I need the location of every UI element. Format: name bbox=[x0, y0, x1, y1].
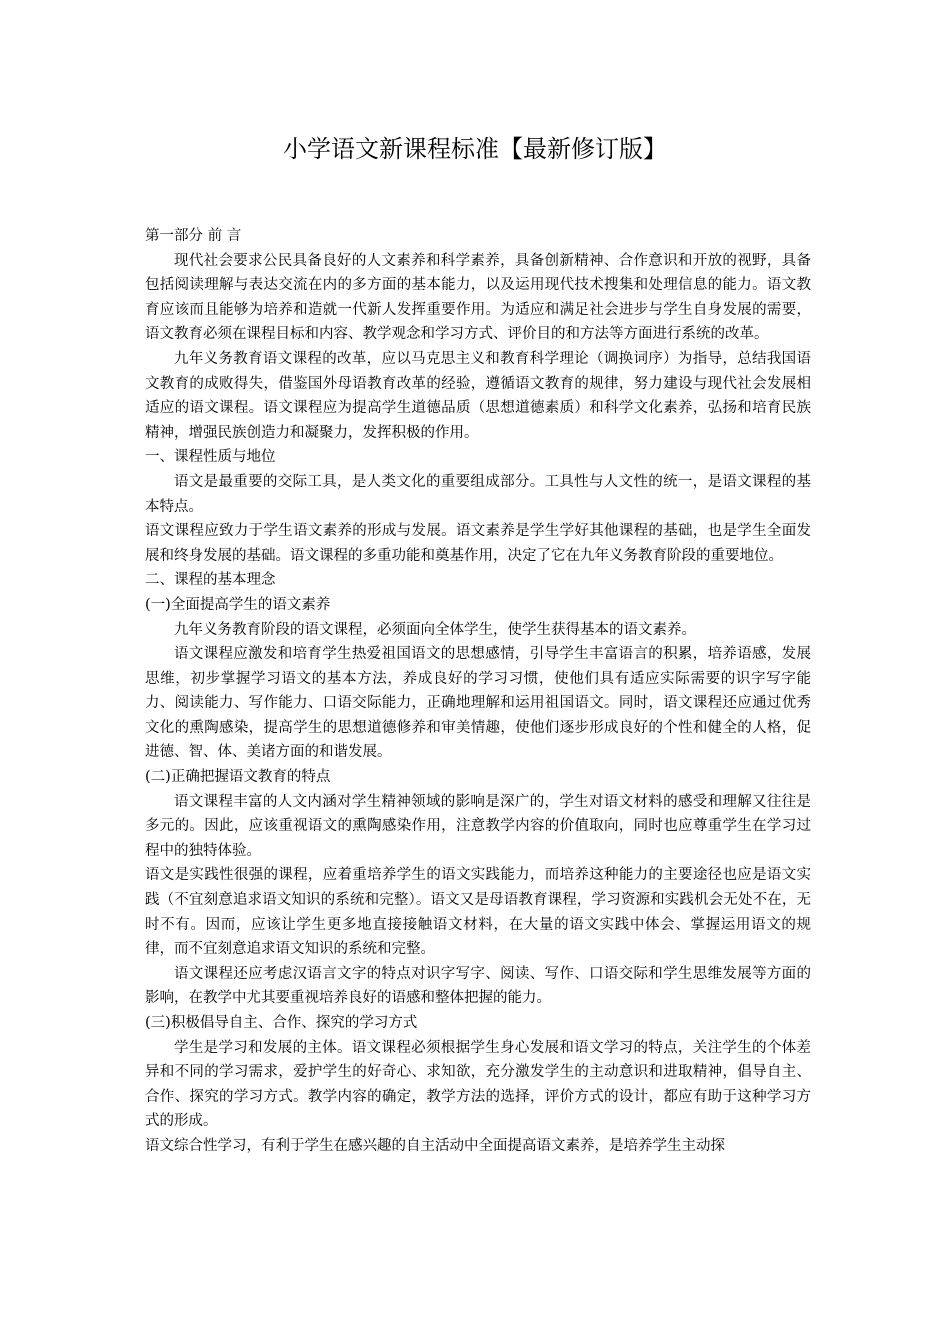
paragraph: 现代社会要求公民具备良好的人文素养和科学素养，具备创新精神、合作意识和开放的视野，具备包括阅读理解与表达交流在内的多方面的基本能力，以及运用现代技术搜集和处理信息的能力。语文教育应该而且能够为培养和造就一代新人发挥重要作用。为适应和满足社会进步与学生自身发展的需要，语文教育必须在课程目标和内容、教学观念和学习方式、评价目的和方法等方面进行系统的改革。 bbox=[145, 252, 811, 343]
paragraph: 语文课程应致力于学生语文素养的形成与发展。语文素养是学生学好其他课程的基础，也是学生全面发展和终身发展的基础。语文课程的多重功能和奠基作用，决定了它在九年义务教育阶段的重要地位。 bbox=[145, 523, 811, 564]
paragraph: 语文课程丰富的人文内涵对学生精神领域的影响是深广的，学生对语文材料的感受和理解又往往是多元的。因此，应该重视语文的熏陶感染作用，注意教学内容的价值取向，同时也应尊重学生在学习过程中的独特体验。 bbox=[145, 793, 811, 859]
paragraph: 语文是最重要的交际工具，是人类文化的重要组成部分。工具性与人文性的统一，是语文课程的基本特点。 bbox=[145, 473, 811, 515]
section-heading: 一、课程性质与地位 bbox=[145, 449, 276, 466]
paragraph: 语文综合性学习，有利于学生在感兴趣的自主活动中全面提高语文素养，是培养学生主动探 bbox=[145, 1137, 725, 1154]
paragraph: 语文课程应激发和培育学生热爱祖国语文的思想感情，引导学生丰富语言的积累，培养语感，发展思维，初步掌握学习语文的基本方法，养成良好的学习习惯，使他们具有适应实际需要的识字写字能力、阅读能力、写作能力、口语交际能力，正确地理解和运用祖国语文。同时，语文课程还应通过优秀文化的熏陶感染，提高学生的思想道德修养和审美情趣，使他们逐步形成良好的个性和健全的人格，促进德、智、体、美诸方面的和谐发展。 bbox=[145, 646, 811, 761]
subsection-heading: (三)积极倡导自主、合作、探究的学习方式 bbox=[145, 1015, 418, 1031]
subsection-heading: (一)全面提高学生的语文素养 bbox=[145, 596, 331, 613]
document-title: 小学语文新课程标准【最新修订版】 bbox=[283, 135, 667, 163]
paragraph: 学生是学习和发展的主体。语文课程必须根据学生身心发展和语文学习的特点，关注学生的个体差异和不同的学习需求，爱护学生的好奇心、求知欲，充分激发学生的主动意识和进取精神，倡导自主、合作、探究的学习方式。教学内容的确定，教学方法的选择，评价方式的设计，都应有助于这种学习方式的形成。 bbox=[145, 1039, 811, 1130]
subsection-heading: (二)正确把握语文教育的特点 bbox=[145, 769, 331, 786]
paragraph: 九年义务教育阶段的语文课程，必须面向全体学生，使学生获得基本的语文素养。 bbox=[174, 621, 696, 638]
paragraph: 语文课程还应考虑汉语言文字的特点对识字写字、阅读、写作、口语交际和学生思维发展等方面的影响，在教学中尤其要重视培养良好的语感和整体把握的能力。 bbox=[145, 965, 811, 1007]
section-heading: 二、课程的基本理念 bbox=[145, 572, 276, 589]
paragraph: 语文是实践性很强的课程，应着重培养学生的语文实践能力，而培养这种能力的主要途径也应是语文实践（不宜刻意追求语文知识的系统和完整）。语文又是母语教育课程，学习资源和实践机会无处不在，无时不有。因而，应该让学生更多地直接接触语文材料，在大量的语文实践中体会、掌握运用语文的规律，而不宜刻意追求语文知识的系统和完整。 bbox=[145, 867, 811, 958]
paragraph: 九年义务教育语文课程的改革，应以马克思主义和教育科学理论（调换词序）为指导，总结我国语文教育的成败得失，借鉴国外母语教育改革的经验，遵循语文教育的规律，努力建设与现代社会发展相适应的语文课程。语文课程应为提高学生道德品质（思想道德素质）和科学文化素养，弘扬和培育民族精神，增强民族创造力和凝聚力，发挥积极的作用。 bbox=[145, 350, 811, 441]
document-body bbox=[145, 224, 811, 1159]
section-heading: 第一部分 前 言 bbox=[145, 228, 242, 244]
